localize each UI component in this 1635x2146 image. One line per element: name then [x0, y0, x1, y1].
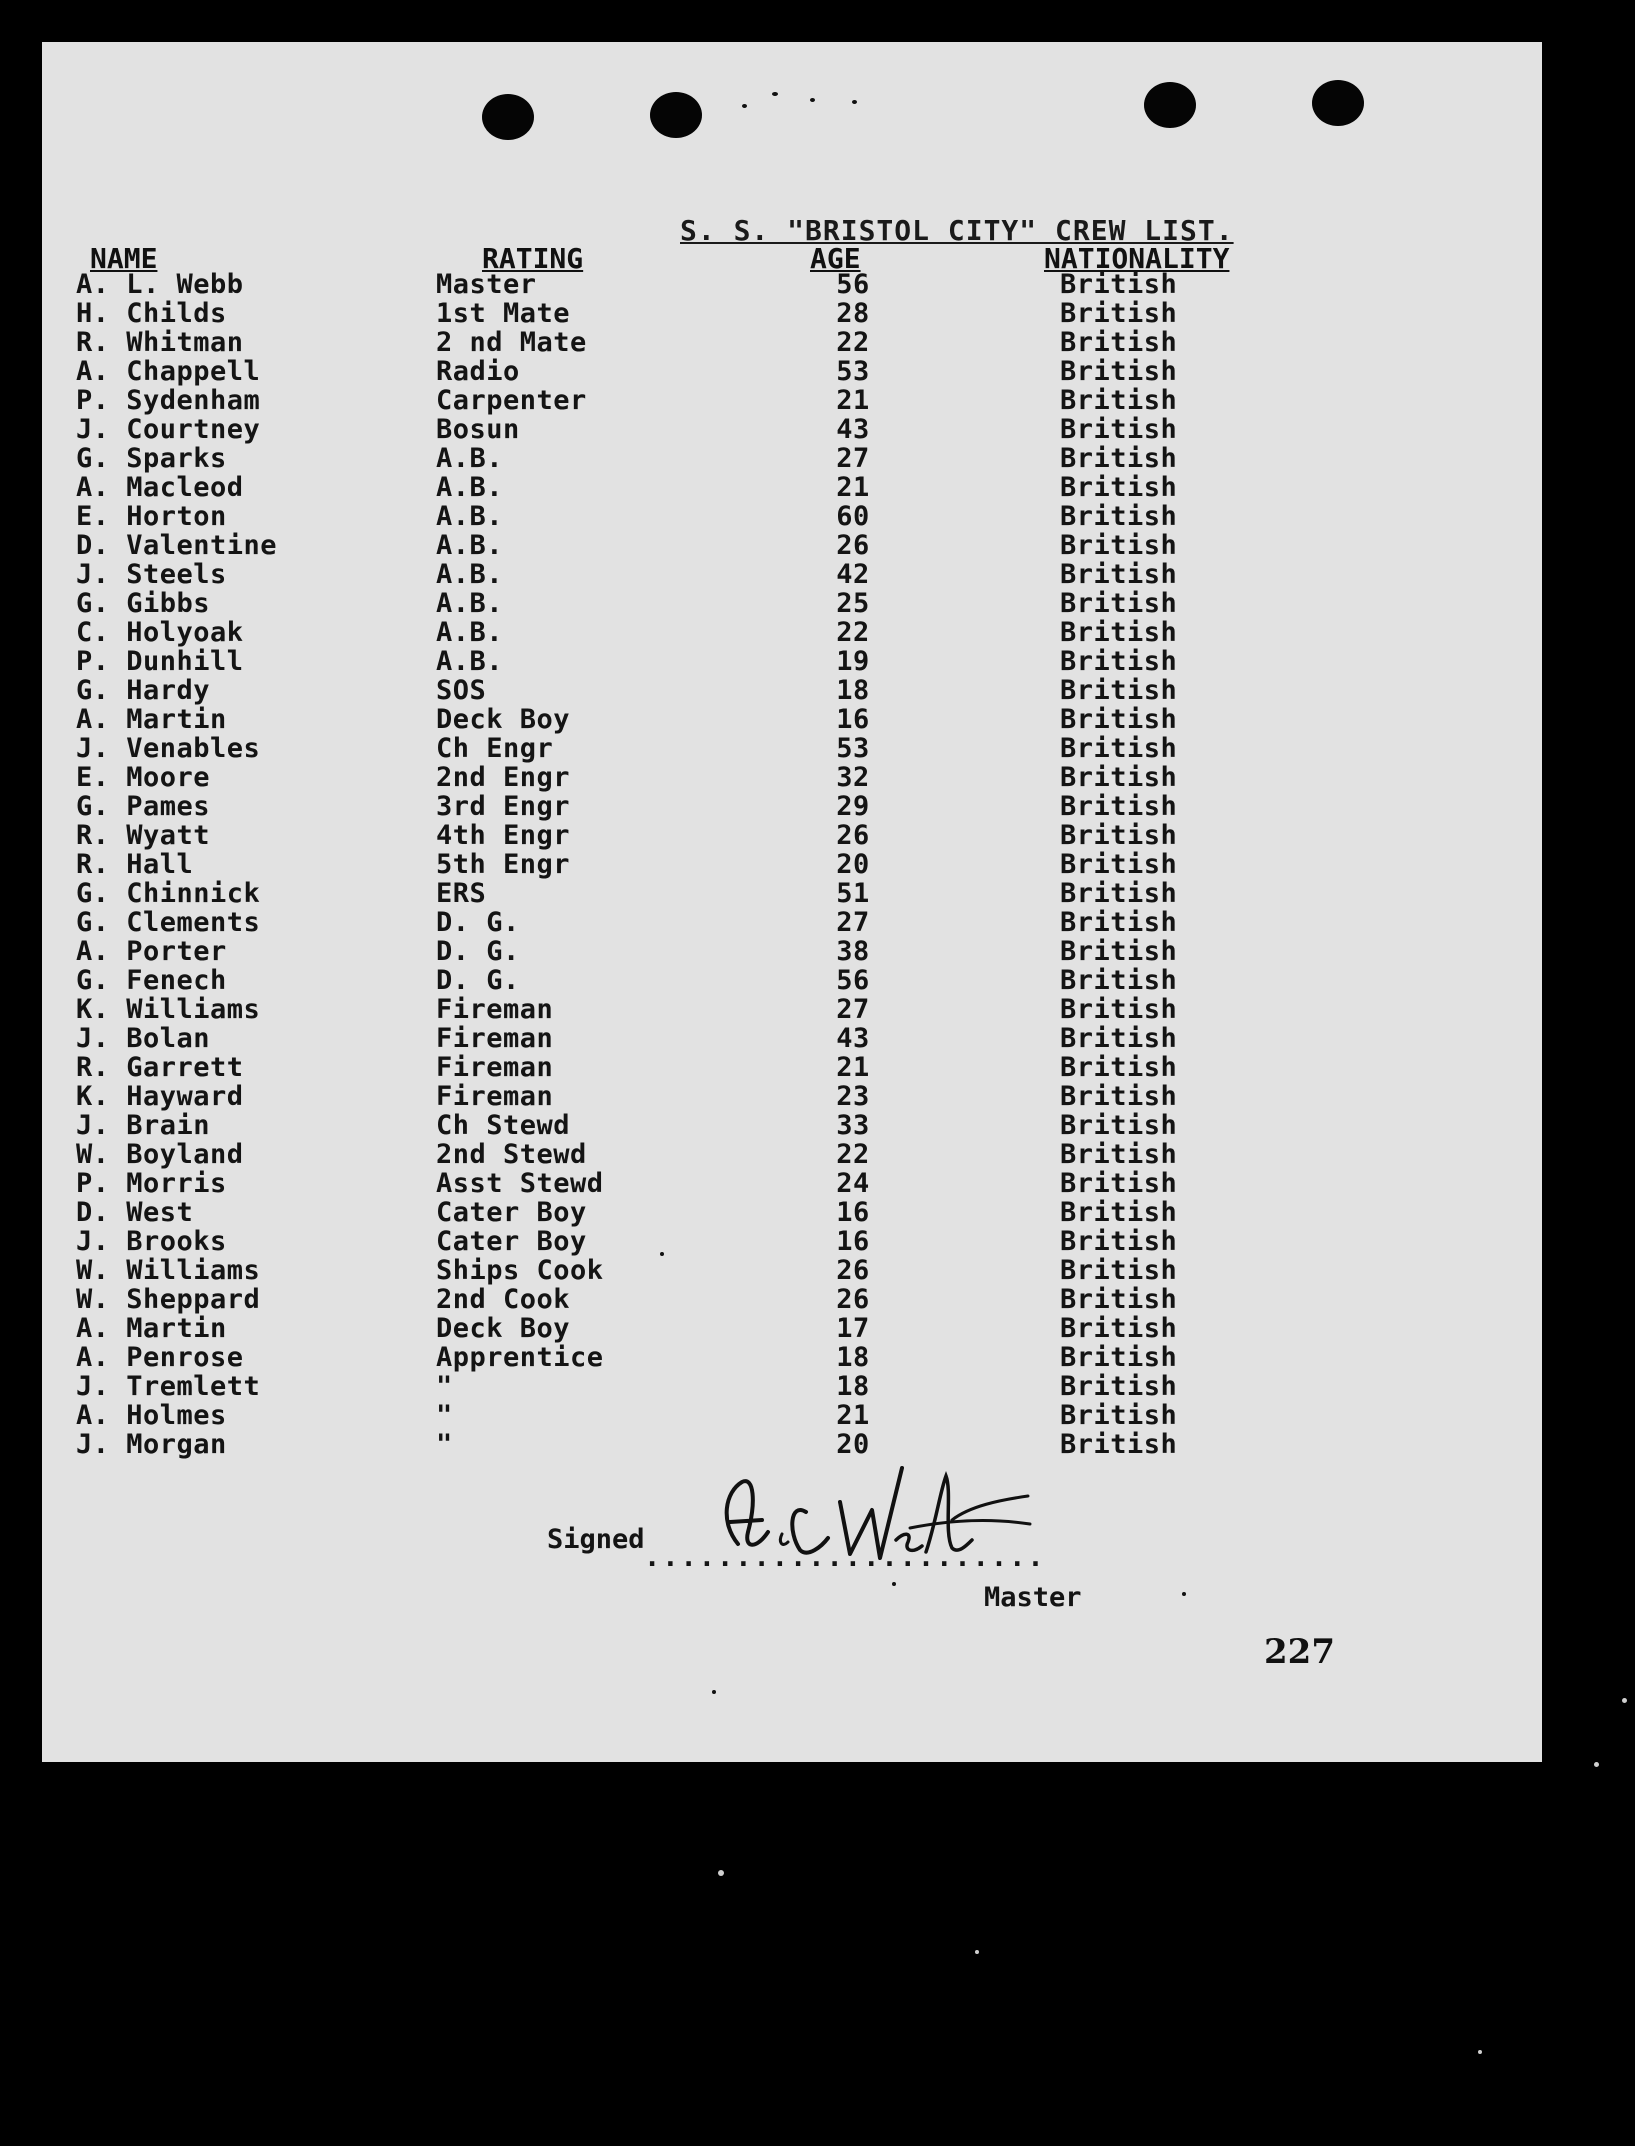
crew-nationality: British [1060, 298, 1178, 329]
crew-name: J. Brain [76, 1110, 211, 1141]
crew-rating: A.B. [436, 530, 504, 561]
crew-nationality: British [1060, 414, 1178, 445]
crew-nationality: British [1060, 994, 1178, 1025]
crew-name: K. Hayward [76, 1081, 244, 1112]
crew-age: 51 [836, 878, 870, 909]
crew-rating: Ch Engr [436, 733, 554, 764]
table-row [42, 618, 1542, 647]
crew-age: 18 [836, 1371, 870, 1402]
crew-nationality: British [1060, 1255, 1178, 1286]
table-row [42, 1169, 1542, 1198]
crew-age: 21 [836, 1052, 870, 1083]
crew-name: H. Childs [76, 298, 227, 329]
punch-hole [650, 92, 702, 138]
crew-name: G. Clements [76, 907, 261, 938]
table-row [42, 1024, 1542, 1053]
table-row [42, 560, 1542, 589]
master-label: Master [984, 1582, 1082, 1613]
crew-age: 33 [836, 1110, 870, 1141]
crew-rating: 2nd Engr [436, 762, 571, 793]
crew-name: R. Wyatt [76, 820, 211, 851]
crew-name: R. Hall [76, 849, 194, 880]
crew-name: G. Chinnick [76, 878, 261, 909]
crew-name: A. Chappell [76, 356, 261, 387]
crew-rating: A.B. [436, 559, 504, 590]
crew-age: 21 [836, 472, 870, 503]
table-row [42, 937, 1542, 966]
crew-name: D. West [76, 1197, 194, 1228]
table-row [42, 966, 1542, 995]
crew-nationality: British [1060, 588, 1178, 619]
paper-speck [810, 98, 815, 102]
crew-rating: Carpenter [436, 385, 587, 416]
table-row [42, 1430, 1542, 1459]
crew-age: 27 [836, 443, 870, 474]
paper-speck [1182, 1592, 1186, 1596]
scan-speck [718, 1870, 724, 1876]
crew-name: A. Penrose [76, 1342, 244, 1373]
crew-rating: Fireman [436, 1023, 554, 1054]
crew-rating: 1st Mate [436, 298, 571, 329]
crew-age: 21 [836, 385, 870, 416]
table-row [42, 763, 1542, 792]
crew-nationality: British [1060, 1284, 1178, 1315]
crew-age: 26 [836, 1284, 870, 1315]
crew-name: J. Brooks [76, 1226, 227, 1257]
table-row [42, 531, 1542, 560]
paper-speck [742, 104, 747, 108]
crew-name: W. Williams [76, 1255, 261, 1286]
crew-age: 16 [836, 1226, 870, 1257]
crew-rating: Fireman [436, 1052, 554, 1083]
crew-name: C. Holyoak [76, 617, 244, 648]
paper-speck [772, 92, 778, 96]
crew-rating: ERS [436, 878, 487, 909]
crew-name: G. Sparks [76, 443, 227, 474]
crew-nationality: British [1060, 1197, 1178, 1228]
table-row [42, 676, 1542, 705]
crew-nationality: British [1060, 704, 1178, 735]
table-row [42, 328, 1542, 357]
crew-name: A. Martin [76, 704, 227, 735]
crew-age: 53 [836, 356, 870, 387]
crew-rating: Cater Boy [436, 1197, 587, 1228]
crew-name: A. Macleod [76, 472, 244, 503]
crew-age: 29 [836, 791, 870, 822]
crew-rating: Master [436, 269, 537, 300]
crew-name: R. Garrett [76, 1052, 244, 1083]
crew-age: 21 [836, 1400, 870, 1431]
crew-age: 18 [836, 675, 870, 706]
crew-age: 26 [836, 1255, 870, 1286]
table-row [42, 299, 1542, 328]
paper-speck [892, 1582, 896, 1586]
crew-nationality: British [1060, 907, 1178, 938]
crew-rating: Asst Stewd [436, 1168, 604, 1199]
crew-nationality: British [1060, 675, 1178, 706]
crew-age: 60 [836, 501, 870, 532]
crew-rating: 4th Engr [436, 820, 571, 851]
scan-speck [1622, 1698, 1627, 1703]
crew-name: A. Martin [76, 1313, 227, 1344]
crew-name: R. Whitman [76, 327, 244, 358]
crew-age: 20 [836, 1429, 870, 1460]
crew-rating: Fireman [436, 1081, 554, 1112]
crew-age: 43 [836, 414, 870, 445]
crew-age: 43 [836, 1023, 870, 1054]
crew-name: J. Courtney [76, 414, 261, 445]
crew-age: 32 [836, 762, 870, 793]
crew-rating: 2nd Cook [436, 1284, 571, 1315]
crew-nationality: British [1060, 472, 1178, 503]
crew-nationality: British [1060, 1110, 1178, 1141]
crew-age: 18 [836, 1342, 870, 1373]
table-row [42, 1053, 1542, 1082]
table-row [42, 1343, 1542, 1372]
rating-column-header: RATING [482, 242, 584, 275]
crew-age: 20 [836, 849, 870, 880]
document-sheet [42, 42, 1542, 1762]
crew-age: 16 [836, 704, 870, 735]
crew-rating: Ships Cook [436, 1255, 604, 1286]
crew-nationality: British [1060, 646, 1178, 677]
crew-age: 27 [836, 907, 870, 938]
crew-name: J. Tremlett [76, 1371, 261, 1402]
crew-name: J. Venables [76, 733, 261, 764]
crew-nationality: British [1060, 936, 1178, 967]
page-number: 227 [1264, 1632, 1335, 1672]
crew-name: A. L. Webb [76, 269, 244, 300]
crew-age: 42 [836, 559, 870, 590]
crew-nationality: British [1060, 617, 1178, 648]
table-row [42, 1256, 1542, 1285]
crew-age: 28 [836, 298, 870, 329]
crew-rating: D. G. [436, 936, 520, 967]
crew-nationality: British [1060, 1139, 1178, 1170]
crew-name: E. Moore [76, 762, 211, 793]
crew-name: G. Hardy [76, 675, 211, 706]
paper-speck [852, 100, 857, 104]
crew-rating: Cater Boy [436, 1226, 587, 1257]
crew-rating: " [436, 1371, 453, 1402]
crew-rating: Apprentice [436, 1342, 604, 1373]
table-row [42, 270, 1542, 299]
table-row [42, 705, 1542, 734]
crew-rating: A.B. [436, 617, 504, 648]
crew-nationality: British [1060, 1052, 1178, 1083]
name-column-header: NAME [90, 242, 158, 275]
crew-nationality: British [1060, 1168, 1178, 1199]
crew-name: W. Boyland [76, 1139, 244, 1170]
crew-nationality: British [1060, 1023, 1178, 1054]
crew-name: W. Sheppard [76, 1284, 261, 1315]
crew-name: P. Morris [76, 1168, 227, 1199]
table-row [42, 1082, 1542, 1111]
table-row [42, 1372, 1542, 1401]
crew-nationality: British [1060, 1371, 1178, 1402]
crew-rating: " [436, 1400, 453, 1431]
crew-age: 27 [836, 994, 870, 1025]
crew-nationality: British [1060, 1313, 1178, 1344]
table-row [42, 1401, 1542, 1430]
crew-age: 26 [836, 530, 870, 561]
crew-name: A. Porter [76, 936, 227, 967]
crew-rating: Radio [436, 356, 520, 387]
crew-name: J. Morgan [76, 1429, 227, 1460]
crew-age: 24 [836, 1168, 870, 1199]
crew-rating: 3rd Engr [436, 791, 571, 822]
crew-nationality: British [1060, 820, 1178, 851]
crew-rating: D. G. [436, 965, 520, 996]
crew-age: 38 [836, 936, 870, 967]
crew-name: D. Valentine [76, 530, 278, 561]
crew-rating: Deck Boy [436, 1313, 571, 1344]
crew-name: K. Williams [76, 994, 261, 1025]
crew-nationality: British [1060, 849, 1178, 880]
crew-age: 19 [836, 646, 870, 677]
crew-age: 16 [836, 1197, 870, 1228]
crew-nationality: British [1060, 733, 1178, 764]
document-title: S. S. "BRISTOL CITY" CREW LIST. [680, 214, 1234, 247]
crew-nationality: British [1060, 559, 1178, 590]
table-row [42, 792, 1542, 821]
crew-name: P. Dunhill [76, 646, 244, 677]
crew-nationality: British [1060, 530, 1178, 561]
crew-rating: A.B. [436, 588, 504, 619]
crew-rating: A.B. [436, 501, 504, 532]
crew-age: 22 [836, 617, 870, 648]
punch-hole [1144, 82, 1196, 128]
crew-rating: Fireman [436, 994, 554, 1025]
crew-nationality: British [1060, 1342, 1178, 1373]
signature-line: ...................... [644, 1542, 1046, 1573]
crew-rating: A.B. [436, 443, 504, 474]
crew-nationality: British [1060, 385, 1178, 416]
paper-speck [660, 1252, 664, 1256]
crew-nationality: British [1060, 1429, 1178, 1460]
crew-rating: 5th Engr [436, 849, 571, 880]
crew-age: 22 [836, 327, 870, 358]
crew-nationality: British [1060, 1400, 1178, 1431]
crew-name: J. Steels [76, 559, 227, 590]
nationality-column-header: NATIONALITY [1044, 242, 1230, 275]
crew-age: 56 [836, 965, 870, 996]
crew-rating: 2 nd Mate [436, 327, 587, 358]
age-column-header: AGE [810, 242, 861, 275]
table-row [42, 734, 1542, 763]
crew-rating: A.B. [436, 472, 504, 503]
signed-label: Signed [547, 1524, 645, 1555]
crew-name: E. Horton [76, 501, 227, 532]
table-row [42, 821, 1542, 850]
crew-nationality: British [1060, 762, 1178, 793]
table-row [42, 357, 1542, 386]
punch-hole [482, 94, 534, 140]
crew-nationality: British [1060, 356, 1178, 387]
crew-nationality: British [1060, 443, 1178, 474]
crew-nationality: British [1060, 327, 1178, 358]
table-row [42, 850, 1542, 879]
table-row [42, 1198, 1542, 1227]
table-row [42, 995, 1542, 1024]
crew-name: A. Holmes [76, 1400, 227, 1431]
crew-name: P. Sydenham [76, 385, 261, 416]
crew-rating: Bosun [436, 414, 520, 445]
crew-rating: " [436, 1429, 453, 1460]
crew-age: 56 [836, 269, 870, 300]
crew-rating: D. G. [436, 907, 520, 938]
crew-nationality: British [1060, 269, 1178, 300]
table-row [42, 647, 1542, 676]
crew-name: J. Bolan [76, 1023, 211, 1054]
crew-table [42, 270, 1542, 1459]
crew-nationality: British [1060, 1081, 1178, 1112]
punch-hole [1312, 80, 1364, 126]
scan-speck [975, 1950, 979, 1954]
table-row [42, 386, 1542, 415]
crew-nationality: British [1060, 965, 1178, 996]
crew-age: 25 [836, 588, 870, 619]
table-row [42, 908, 1542, 937]
table-row [42, 415, 1542, 444]
master-signature [690, 1462, 1070, 1572]
crew-rating: A.B. [436, 646, 504, 677]
table-row [42, 589, 1542, 618]
crew-nationality: British [1060, 878, 1178, 909]
table-row [42, 444, 1542, 473]
paper-speck [712, 1690, 716, 1694]
crew-age: 26 [836, 820, 870, 851]
table-row [42, 502, 1542, 531]
crew-name: G. Fenech [76, 965, 227, 996]
crew-nationality: British [1060, 1226, 1178, 1257]
crew-rating: Deck Boy [436, 704, 571, 735]
scan-speck [1594, 1762, 1599, 1767]
crew-rating: SOS [436, 675, 487, 706]
table-row [42, 1227, 1542, 1256]
crew-rating: 2nd Stewd [436, 1139, 587, 1170]
table-row [42, 879, 1542, 908]
crew-nationality: British [1060, 501, 1178, 532]
crew-nationality: British [1060, 791, 1178, 822]
crew-age: 23 [836, 1081, 870, 1112]
crew-name: G. Pames [76, 791, 211, 822]
crew-age: 22 [836, 1139, 870, 1170]
table-row [42, 1285, 1542, 1314]
scan-speck [1478, 2050, 1482, 2054]
table-row [42, 1314, 1542, 1343]
table-row [42, 1111, 1542, 1140]
table-row [42, 1140, 1542, 1169]
table-row [42, 473, 1542, 502]
crew-rating: Ch Stewd [436, 1110, 571, 1141]
crew-age: 53 [836, 733, 870, 764]
crew-name: G. Gibbs [76, 588, 211, 619]
crew-age: 17 [836, 1313, 870, 1344]
